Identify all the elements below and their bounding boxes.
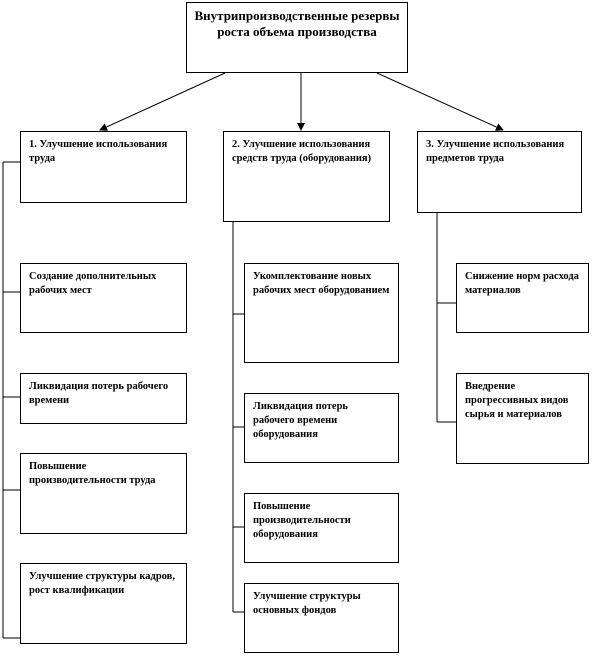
- branch-1-item-4: Улучшение структуры кадров, рост квалификации: [20, 563, 187, 644]
- branch-2-item-1: Укомплектование новых рабочих мест оборудованием: [244, 263, 399, 363]
- branch-2-item-2: Ликвидация потерь рабочего времени оборудования: [244, 393, 399, 463]
- branch-3-item-1: Снижение норм расхода материалов: [456, 263, 589, 333]
- root-box: Внутрипроизводственные резервы роста объема производства: [186, 2, 408, 73]
- arrow-root-to-branch-3: [377, 73, 503, 130]
- branch-2-item-4: Улучшение структуры основных фондов: [244, 583, 399, 653]
- branch-2-head: 2. Улучшение использования средств труда (оборудования): [223, 131, 390, 222]
- branch-1-head: 1. Улучшение использования труда: [20, 131, 187, 203]
- arrow-root-to-branch-1: [100, 73, 225, 130]
- branch-1-item-3: Повышение производительности труда: [20, 453, 187, 534]
- branch-1-item-2: Ликвидация потерь рабочего времени: [20, 373, 187, 424]
- branch-3-head: 3. Улучшение использования предметов труда: [417, 131, 582, 213]
- branch-1-item-1: Создание дополнительных рабочих мест: [20, 263, 187, 333]
- branch-2-item-3: Повышение производительности оборудования: [244, 493, 399, 563]
- branch-3-item-2: Внедрение прогрессивных видов сырья и материалов: [456, 373, 589, 464]
